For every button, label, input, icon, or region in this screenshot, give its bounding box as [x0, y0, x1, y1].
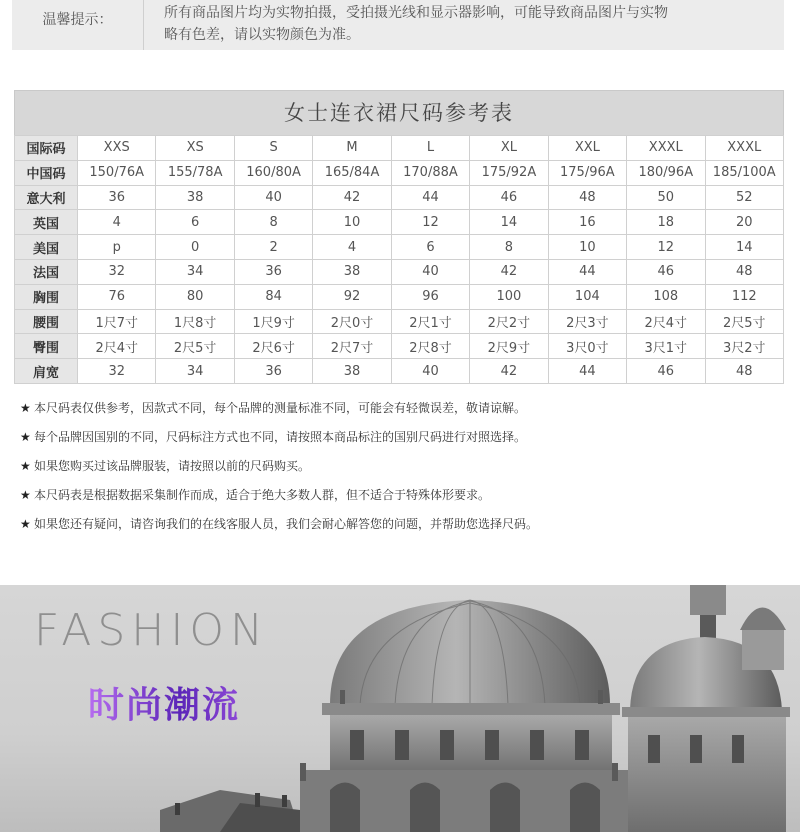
size-cell: 160/80A [234, 160, 312, 185]
size-row [15, 259, 784, 284]
size-cell: 2尺3寸 [548, 309, 626, 334]
size-cell: 0 [156, 235, 234, 260]
size-cell: 3尺0寸 [548, 334, 626, 359]
size-row-label: 肩宽 [15, 359, 78, 384]
size-cell: XXXL [627, 136, 705, 161]
size-cell: 44 [391, 185, 469, 210]
size-notes [20, 398, 790, 543]
size-cell: 4 [78, 210, 156, 235]
size-cell: 40 [391, 359, 469, 384]
size-cell: 96 [391, 284, 469, 309]
size-cell: 44 [548, 359, 626, 384]
size-cell: 36 [78, 185, 156, 210]
size-cell: 170/88A [391, 160, 469, 185]
star-icon: ★ [20, 459, 31, 473]
trend-heading: 时尚潮流 [88, 677, 240, 728]
note-text: 本尺码表仅供参考，因款式不同，每个品牌的测量标准不同，可能会有轻微误差，敬请谅解。 [34, 401, 527, 415]
size-cell: 2尺8寸 [391, 334, 469, 359]
size-cell: 2尺4寸 [78, 334, 156, 359]
size-cell: 3尺2寸 [705, 334, 784, 359]
size-chart-title: 女士连衣裙尺码参考表 [14, 90, 784, 135]
size-cell: 48 [705, 359, 784, 384]
size-row-label: 胸围 [15, 284, 78, 309]
size-cell: 42 [470, 259, 548, 284]
size-cell: 2尺5寸 [705, 309, 784, 334]
size-cell: XXL [548, 136, 626, 161]
size-cell: 84 [234, 284, 312, 309]
size-row-label: 意大利 [15, 185, 78, 210]
size-cell: 8 [470, 235, 548, 260]
size-cell: 36 [234, 259, 312, 284]
size-cell: 32 [78, 359, 156, 384]
size-cell: 2尺2寸 [470, 309, 548, 334]
size-cell: 16 [548, 210, 626, 235]
size-row [15, 185, 784, 210]
size-cell: 100 [470, 284, 548, 309]
size-cell: 34 [156, 359, 234, 384]
size-cell: 40 [391, 259, 469, 284]
size-cell: 42 [313, 185, 391, 210]
note-text: 本尺码表是根据数据采集制作而成，适合于绝大多数人群，但不适合于特殊体形要求。 [34, 488, 491, 502]
note-item [20, 485, 790, 514]
size-cell: 175/96A [548, 160, 626, 185]
size-cell: 48 [548, 185, 626, 210]
size-cell: S [234, 136, 312, 161]
size-cell: 1尺8寸 [156, 309, 234, 334]
note-text: 每个品牌因国别的不同，尺码标注方式也不同，请按照本商品标注的国别尺码进行对照选择。 [34, 430, 527, 444]
note-item [20, 398, 790, 427]
size-cell: 155/78A [156, 160, 234, 185]
size-cell: XXXL [705, 136, 784, 161]
size-cell: 2尺4寸 [627, 309, 705, 334]
notice-label: 温馨提示： [12, 0, 144, 50]
size-cell: 2尺1寸 [391, 309, 469, 334]
size-cell: XXS [78, 136, 156, 161]
star-icon: ★ [20, 488, 31, 502]
size-cell: 10 [313, 210, 391, 235]
size-cell: 40 [234, 185, 312, 210]
size-cell: 14 [470, 210, 548, 235]
size-cell: 32 [78, 259, 156, 284]
size-cell: 6 [156, 210, 234, 235]
size-cell: 46 [627, 259, 705, 284]
notice-line-1: 所有商品图片均为实物拍摄，受拍摄光线和显示器影响，可能导致商品图片与实物 [164, 5, 668, 21]
note-text: 如果您还有疑问，请咨询我们的在线客服人员，我们会耐心解答您的问题，并帮助您选择尺码。 [34, 517, 539, 531]
note-text: 如果您购买过该品牌服装，请按照以前的尺码购买。 [34, 459, 311, 473]
size-cell: 10 [548, 235, 626, 260]
size-cell: 2尺9寸 [470, 334, 548, 359]
size-cell: L [391, 136, 469, 161]
size-cell: XS [156, 136, 234, 161]
size-cell: 46 [470, 185, 548, 210]
size-cell: 76 [78, 284, 156, 309]
size-cell: 12 [627, 235, 705, 260]
note-item [20, 514, 790, 543]
size-row-label: 英国 [15, 210, 78, 235]
size-cell: 36 [234, 359, 312, 384]
size-row [15, 160, 784, 185]
size-cell: 6 [391, 235, 469, 260]
size-row [15, 359, 784, 384]
size-cell: 12 [391, 210, 469, 235]
size-row-label: 美国 [15, 235, 78, 260]
size-cell: 42 [470, 359, 548, 384]
size-cell: XL [470, 136, 548, 161]
size-cell: 2尺7寸 [313, 334, 391, 359]
size-cell: 48 [705, 259, 784, 284]
size-row-label: 法国 [15, 259, 78, 284]
size-cell: 18 [627, 210, 705, 235]
size-row-label: 臀围 [15, 334, 78, 359]
size-row [15, 136, 784, 161]
size-cell: 185/100A [705, 160, 784, 185]
note-item [20, 427, 790, 456]
size-row [15, 210, 784, 235]
size-cell: 108 [627, 284, 705, 309]
size-cell: 150/76A [78, 160, 156, 185]
size-cell: 104 [548, 284, 626, 309]
size-row-label: 腰围 [15, 309, 78, 334]
size-row-label: 国际码 [15, 136, 78, 161]
size-cell: p [78, 235, 156, 260]
size-cell: 165/84A [313, 160, 391, 185]
size-cell: 2尺0寸 [313, 309, 391, 334]
size-cell: 92 [313, 284, 391, 309]
size-cell: M [313, 136, 391, 161]
star-icon: ★ [20, 401, 31, 415]
size-cell: 4 [313, 235, 391, 260]
size-cell: 2 [234, 235, 312, 260]
size-cell: 20 [705, 210, 784, 235]
size-cell: 2尺6寸 [234, 334, 312, 359]
size-cell: 112 [705, 284, 784, 309]
note-item [20, 456, 790, 485]
size-cell: 180/96A [627, 160, 705, 185]
size-cell: 1尺7寸 [78, 309, 156, 334]
size-table [14, 135, 784, 384]
size-chart [14, 90, 784, 384]
star-icon: ★ [20, 517, 31, 531]
size-cell: 50 [627, 185, 705, 210]
size-row-label: 中国码 [15, 160, 78, 185]
size-row [15, 334, 784, 359]
notice-line-2: 略有色差，请以实物颜色为准。 [164, 27, 360, 43]
fashion-banner [0, 585, 800, 832]
fashion-heading: FASHION [34, 605, 269, 656]
size-cell: 52 [705, 185, 784, 210]
notice-box [12, 0, 784, 50]
size-cell: 14 [705, 235, 784, 260]
size-cell: 46 [627, 359, 705, 384]
size-cell: 44 [548, 259, 626, 284]
size-row [15, 309, 784, 334]
size-cell: 3尺1寸 [627, 334, 705, 359]
size-cell: 175/92A [470, 160, 548, 185]
size-cell: 8 [234, 210, 312, 235]
size-cell: 38 [156, 185, 234, 210]
size-row [15, 235, 784, 260]
size-cell: 80 [156, 284, 234, 309]
size-cell: 1尺9寸 [234, 309, 312, 334]
size-cell: 38 [313, 359, 391, 384]
notice-text [164, 2, 774, 46]
size-cell: 38 [313, 259, 391, 284]
size-row [15, 284, 784, 309]
size-cell: 2尺5寸 [156, 334, 234, 359]
size-cell: 34 [156, 259, 234, 284]
star-icon: ★ [20, 430, 31, 444]
